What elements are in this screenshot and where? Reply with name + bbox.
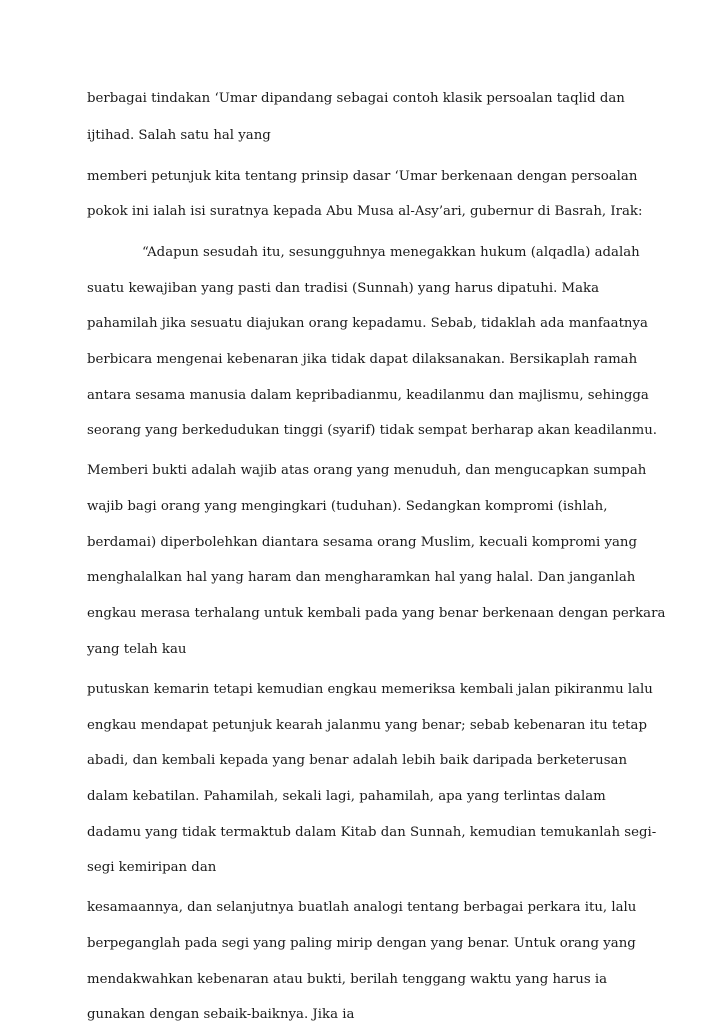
text-line: putuskan kemarin tetapi kemudian engkau memeriksa kembali jalan pikiranmu lalu [87,682,653,698]
text-line: suatu kewajiban yang pasti dan tradisi (Sunnah) yang harus dipatuhi. Maka [87,281,600,296]
text-line: berbicara mengenai kebenaran jika tidak dapat dilaksanakan. Bersikaplah ramah [87,351,638,367]
text-line: ijtihad. Salah satu hal yang [87,127,271,143]
text-line: Memberi bukti adalah wajib atas orang yang menuduh, dan mengucapkan sumpah [87,463,647,479]
text-line: memberi petunjuk kita tentang prinsip dasar ‘Umar berkenaan dengan persoalan [87,168,638,184]
text-line: gunakan dengan sebaik-baiknya. Jika ia [87,1007,355,1022]
text-line: pokok ini ialah isi suratnya kepada Abu Musa al-Asy’ari, gubernur di Basrah, Irak: [87,204,643,220]
text-line: berbagai tindakan ‘Umar dipandang sebagai contoh klasik persoalan taqlid dan [87,91,625,106]
text-line: abadi, dan kembali kepada yang benar adalah lebih baik daripada berketerusan [87,753,628,768]
text-line: wajib bagi orang yang mengingkari (tuduhan). Sedangkan kompromi (ishlah, [87,499,608,515]
text-line: engkau mendapat petunjuk kearah jalanmu yang benar; sebab kebenaran itu tetap [87,718,647,734]
text-line: mendakwahkan kebenaran atau bukti, berilah tenggang waktu yang harus ia [87,972,608,988]
text-line: menghalalkan hal yang haram dan mengharamkan hal yang halal. Dan janganlah [87,569,636,585]
text-line: “Adapun sesudah itu, sesungguhnya menegakkan hukum (alqadla) adalah [142,245,640,261]
text-line: segi kemiripan dan [87,859,217,875]
text-line: dalam kebatilan. Pahamilah, sekali lagi, pahamilah, apa yang terlintas dalam [87,788,606,804]
text-line: pahamilah jika sesuatu diajukan orang kepadamu. Sebab, tidaklah ada manfaatnya [87,315,648,331]
text-line: antara sesama manusia dalam kepribadianmu, keadilanmu dan majlismu, sehingga [87,387,649,403]
text-line: engkau merasa terhalang untuk kembali pada yang benar berkenaan dengan perkara [87,605,666,621]
text-line: kesamaannya, dan selanjutnya buatlah analogi tentang berbagai perkara itu, lalu [87,900,637,916]
text-line: yang telah kau [87,641,187,657]
text-line: berdamai) diperbolehkan diantara sesama orang Muslim, kecuali kompromi yang [87,534,638,550]
text-line: berpeganglah pada segi yang paling mirip dengan yang benar. Untuk orang yang [87,936,636,952]
text-line: dadamu yang tidak termaktub dalam Kitab dan Sunnah, kemudian temukanlah segi- [87,824,657,840]
text-line: seorang yang berkedudukan tinggi (syarif) tidak sempat berharap akan keadilanmu. [87,422,658,438]
